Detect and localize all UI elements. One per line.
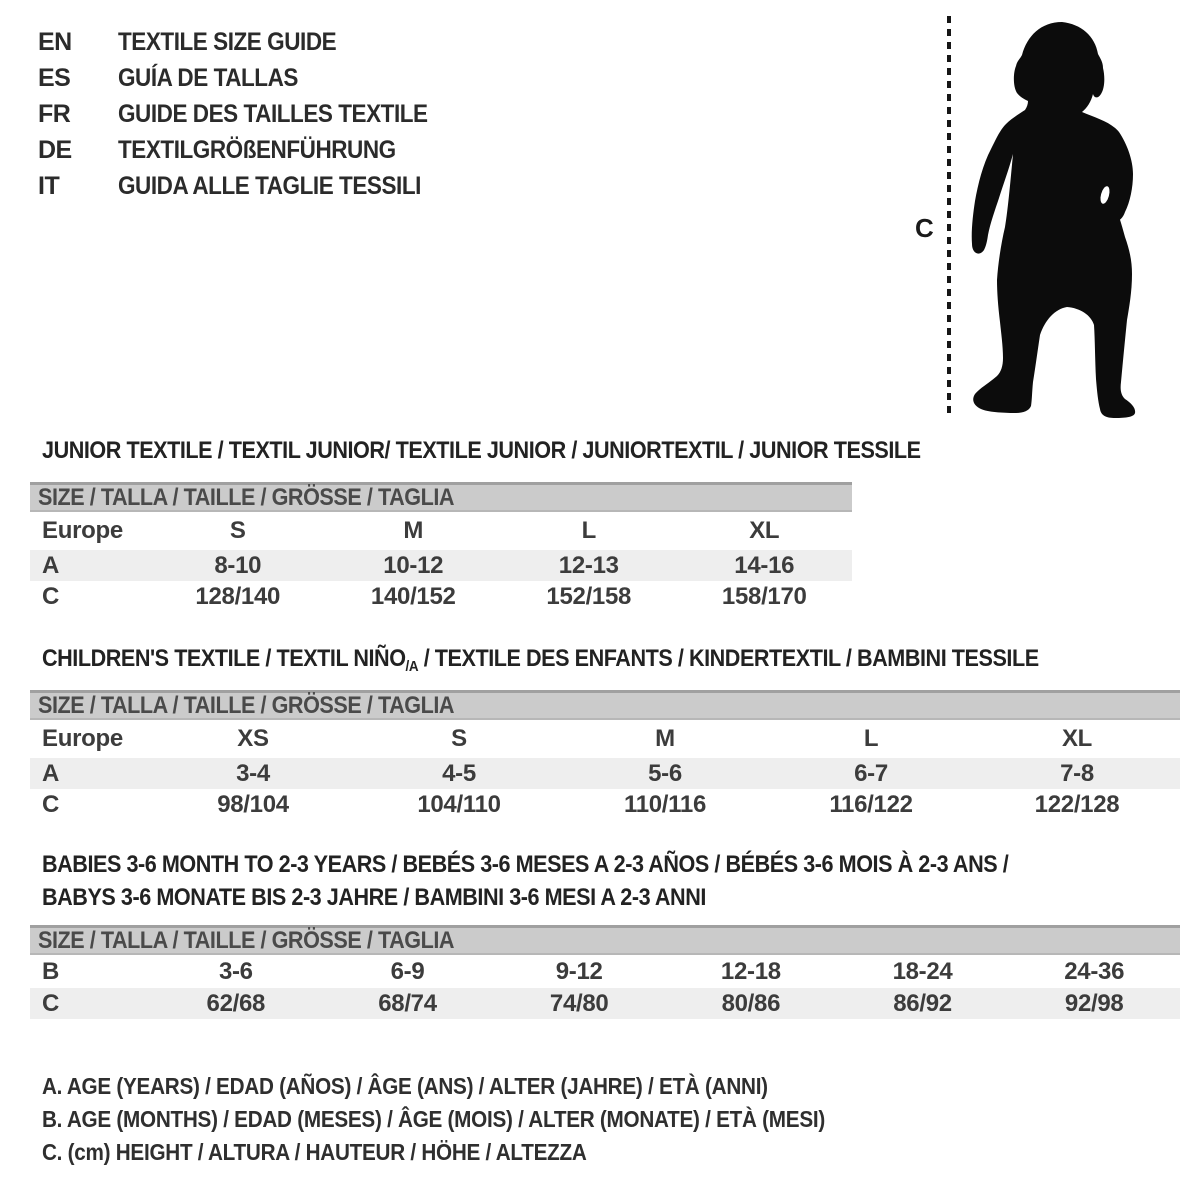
table-row bbox=[30, 550, 852, 581]
lang-code: EN bbox=[38, 27, 72, 56]
size-column: L bbox=[863, 725, 879, 752]
babies-size-table bbox=[30, 925, 1180, 1019]
size-column: M bbox=[403, 517, 424, 544]
size-column: L bbox=[581, 517, 596, 544]
junior-section-title: JUNIOR TEXTILE / TEXTIL JUNIOR/ TEXTILE JUNIOR / JUNIORTEXTIL / JUNIOR TESSILE bbox=[42, 437, 921, 464]
cell-value: 80/86 bbox=[721, 989, 781, 1017]
size-column: XL bbox=[1061, 725, 1093, 752]
babies-title-line2: BABYS 3-6 MONATE BIS 2-3 JAHRE / BAMBINI 3-6 MESI A 2-3 ANNI bbox=[42, 884, 706, 911]
cell-value: 152/158 bbox=[546, 582, 632, 610]
guide-title-es: GUÍA DE TALLAS bbox=[118, 63, 298, 92]
cell-value: 10-12 bbox=[383, 551, 444, 579]
babies-section-title bbox=[42, 848, 1008, 914]
lang-row-fr bbox=[38, 96, 462, 132]
lang-code: ES bbox=[38, 63, 71, 92]
row-label: B bbox=[42, 957, 60, 985]
row-label: C bbox=[42, 790, 60, 818]
table-row bbox=[30, 988, 1180, 1019]
lang-code: DE bbox=[38, 135, 72, 164]
cell-value: 24-36 bbox=[1064, 957, 1125, 985]
cell-value: 5-6 bbox=[648, 759, 682, 787]
lang-code: FR bbox=[38, 99, 71, 128]
cell-value: 128/140 bbox=[195, 582, 281, 610]
height-measure-line bbox=[947, 16, 951, 416]
cell-value: 116/122 bbox=[829, 790, 913, 818]
guide-title-it: GUIDA ALLE TAGLIE TESSILI bbox=[118, 171, 421, 200]
table-row bbox=[30, 581, 852, 612]
footnote-height-cm: C. (cm) HEIGHT / ALTURA / HAUTEUR / HÖHE / ALTEZZA bbox=[42, 1139, 587, 1165]
lang-row-en bbox=[38, 24, 462, 60]
size-header-bar bbox=[30, 690, 1180, 720]
cell-value: 9-12 bbox=[555, 957, 603, 985]
size-header-label: SIZE / TALLA / TAILLE / GRÖSSE / TAGLIA bbox=[38, 483, 455, 511]
size-column: XS bbox=[237, 725, 269, 752]
cell-value: 68/74 bbox=[378, 989, 437, 1017]
cell-value: 18-24 bbox=[892, 957, 953, 985]
cell-value: 6-9 bbox=[390, 957, 425, 985]
footnote-age-months: B. AGE (MONTHS) / EDAD (MESES) / ÂGE (MOIS) / ALTER (MONATE) / ETÀ (MESI) bbox=[42, 1106, 825, 1132]
row-label: C bbox=[42, 989, 60, 1017]
size-header-bar bbox=[30, 925, 1180, 955]
lang-row-es bbox=[38, 60, 462, 96]
toddler-silhouette-icon bbox=[955, 10, 1150, 422]
children-title-sub: /A bbox=[405, 658, 419, 675]
height-measure-label: C bbox=[915, 213, 934, 243]
cell-value: 140/152 bbox=[370, 582, 456, 610]
cell-value: 110/116 bbox=[623, 790, 706, 818]
cell-value: 6-7 bbox=[854, 759, 888, 787]
cell-value: 62/68 bbox=[206, 989, 266, 1017]
junior-columns-row bbox=[30, 512, 852, 550]
cell-value: 7-8 bbox=[1060, 759, 1094, 787]
cell-value: 74/80 bbox=[549, 989, 609, 1017]
size-header-bar bbox=[30, 482, 852, 512]
cell-value: 3-6 bbox=[218, 957, 253, 985]
children-size-table bbox=[30, 690, 1180, 820]
footnote-age-years: A. AGE (YEARS) / EDAD (AÑOS) / ÂGE (ANS) / ALTER (JAHRE) / ETÀ (ANNI) bbox=[42, 1073, 768, 1099]
junior-size-table bbox=[30, 482, 852, 612]
row-label: C bbox=[42, 582, 60, 610]
cell-value: 158/170 bbox=[721, 582, 807, 610]
table-row bbox=[30, 789, 1180, 820]
footnote-legend bbox=[42, 1070, 1200, 1169]
lang-code: IT bbox=[38, 171, 60, 200]
guide-title-fr: GUIDE DES TAILLES TEXTILE bbox=[118, 99, 428, 128]
cell-value: 4-5 bbox=[442, 759, 476, 787]
cell-value: 122/128 bbox=[1034, 790, 1120, 818]
cell-value: 104/110 bbox=[417, 790, 501, 818]
cell-value: 14-16 bbox=[734, 551, 795, 579]
cell-value: 12-18 bbox=[720, 957, 781, 985]
size-column: XL bbox=[749, 517, 780, 544]
size-header-label: SIZE / TALLA / TAILLE / GRÖSSE / TAGLIA bbox=[38, 691, 455, 719]
size-column: M bbox=[655, 725, 675, 752]
language-title-list bbox=[38, 24, 462, 204]
cell-value: 92/98 bbox=[1064, 989, 1124, 1017]
size-column: S bbox=[229, 517, 246, 544]
cell-value: 98/104 bbox=[217, 790, 289, 818]
cell-value: 86/92 bbox=[893, 989, 952, 1017]
region-label: Europe bbox=[42, 517, 123, 544]
children-section-title bbox=[42, 642, 1039, 678]
region-label: Europe bbox=[42, 725, 123, 752]
cell-value: 12-13 bbox=[558, 551, 619, 579]
table-row bbox=[30, 758, 1180, 789]
row-label: A bbox=[42, 551, 60, 579]
row-label: A bbox=[42, 759, 60, 787]
children-title-suffix: / TEXTILE DES ENFANTS / KINDERTEXTIL / BAMBINI TESSILE bbox=[418, 645, 1039, 672]
children-columns-row bbox=[30, 720, 1180, 758]
size-column: S bbox=[451, 725, 467, 752]
size-header-label: SIZE / TALLA / TAILLE / GRÖSSE / TAGLIA bbox=[38, 926, 455, 954]
guide-title-de: TEXTILGRÖßENFÜHRUNG bbox=[118, 135, 396, 164]
table-row bbox=[30, 955, 1180, 988]
children-title-prefix: CHILDREN'S TEXTILE / TEXTIL NIÑO bbox=[42, 645, 406, 672]
guide-title-en: TEXTILE SIZE GUIDE bbox=[118, 27, 337, 56]
cell-value: 8-10 bbox=[214, 551, 262, 579]
lang-row-de bbox=[38, 132, 462, 168]
cell-value: 3-4 bbox=[236, 759, 270, 787]
lang-row-it bbox=[38, 168, 462, 204]
babies-title-line1: BABIES 3-6 MONTH TO 2-3 YEARS / BEBÉS 3-6 MESES A 2-3 AÑOS / BÉBÉS 3-6 MOIS À 2-3 ANS / bbox=[42, 851, 1009, 878]
